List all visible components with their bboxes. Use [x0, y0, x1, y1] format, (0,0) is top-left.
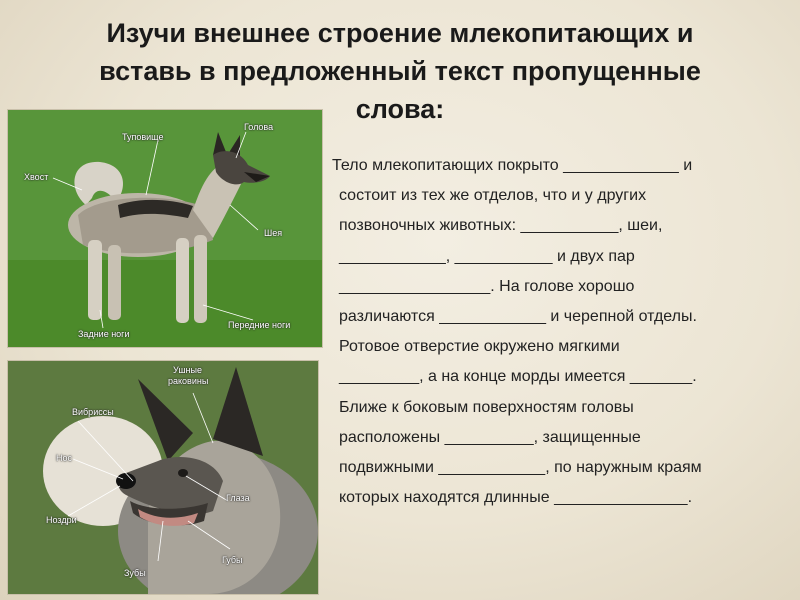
label-tail: Хвост: [24, 172, 49, 182]
label-neck: Шея: [264, 228, 283, 238]
label-withers: Туповище: [122, 132, 164, 142]
text-line-7: Ротовое отверстие окружено мягкими: [339, 338, 620, 356]
title-line-1: Изучи внешнее строение млекопитающих и: [106, 18, 694, 48]
text-line-10: расположены __________, защищенные: [339, 428, 641, 446]
label-eyes: Глаза: [226, 493, 250, 503]
label-head: Голова: [244, 122, 274, 132]
text-line-12: которых находятся длинные _______________.: [339, 489, 693, 507]
label-ears-2: раковины: [168, 376, 209, 386]
label-hind-legs: Задние ноги: [78, 329, 130, 339]
text-line-2: состоит из тех же отделов, что и у других: [339, 187, 647, 205]
fill-in-text: [332, 151, 794, 513]
text-line-8: _________, а на конце морды имеется _______.: [339, 368, 697, 386]
text-line-11: подвижными ____________, по наружным краям: [339, 458, 702, 476]
title-line-3: слова:: [355, 94, 445, 124]
dog-head-photo: [7, 360, 319, 595]
text-line-9: Ближе к боковым поверхностям головы: [339, 398, 634, 416]
text-line-6: различаются ____________ и черепной отделы.: [339, 307, 697, 325]
label-vibrissae: Вибриссы: [72, 407, 114, 417]
dog-head-illustration: [8, 361, 318, 594]
text-line-4: ____________, ___________ и двух пар: [339, 247, 635, 265]
label-nose: Нос: [56, 453, 73, 463]
title-line-2: вставь в предложенный текст пропущенные: [99, 56, 701, 86]
text-line-5: _________________. На голове хорошо: [339, 277, 635, 295]
label-front-legs: Передние ноги: [228, 320, 291, 330]
dog-body-photo: [7, 109, 323, 348]
label-teeth: Зубы: [124, 568, 146, 578]
text-line-3: позвоночных животных: ___________, шеи,: [339, 217, 663, 235]
text-line-1: Тело млекопитающих покрыто _____________ и: [332, 157, 693, 174]
label-nostrils: Ноздри: [46, 515, 77, 525]
label-ears: Ушные: [173, 365, 202, 375]
label-lips: Губы: [222, 555, 243, 565]
